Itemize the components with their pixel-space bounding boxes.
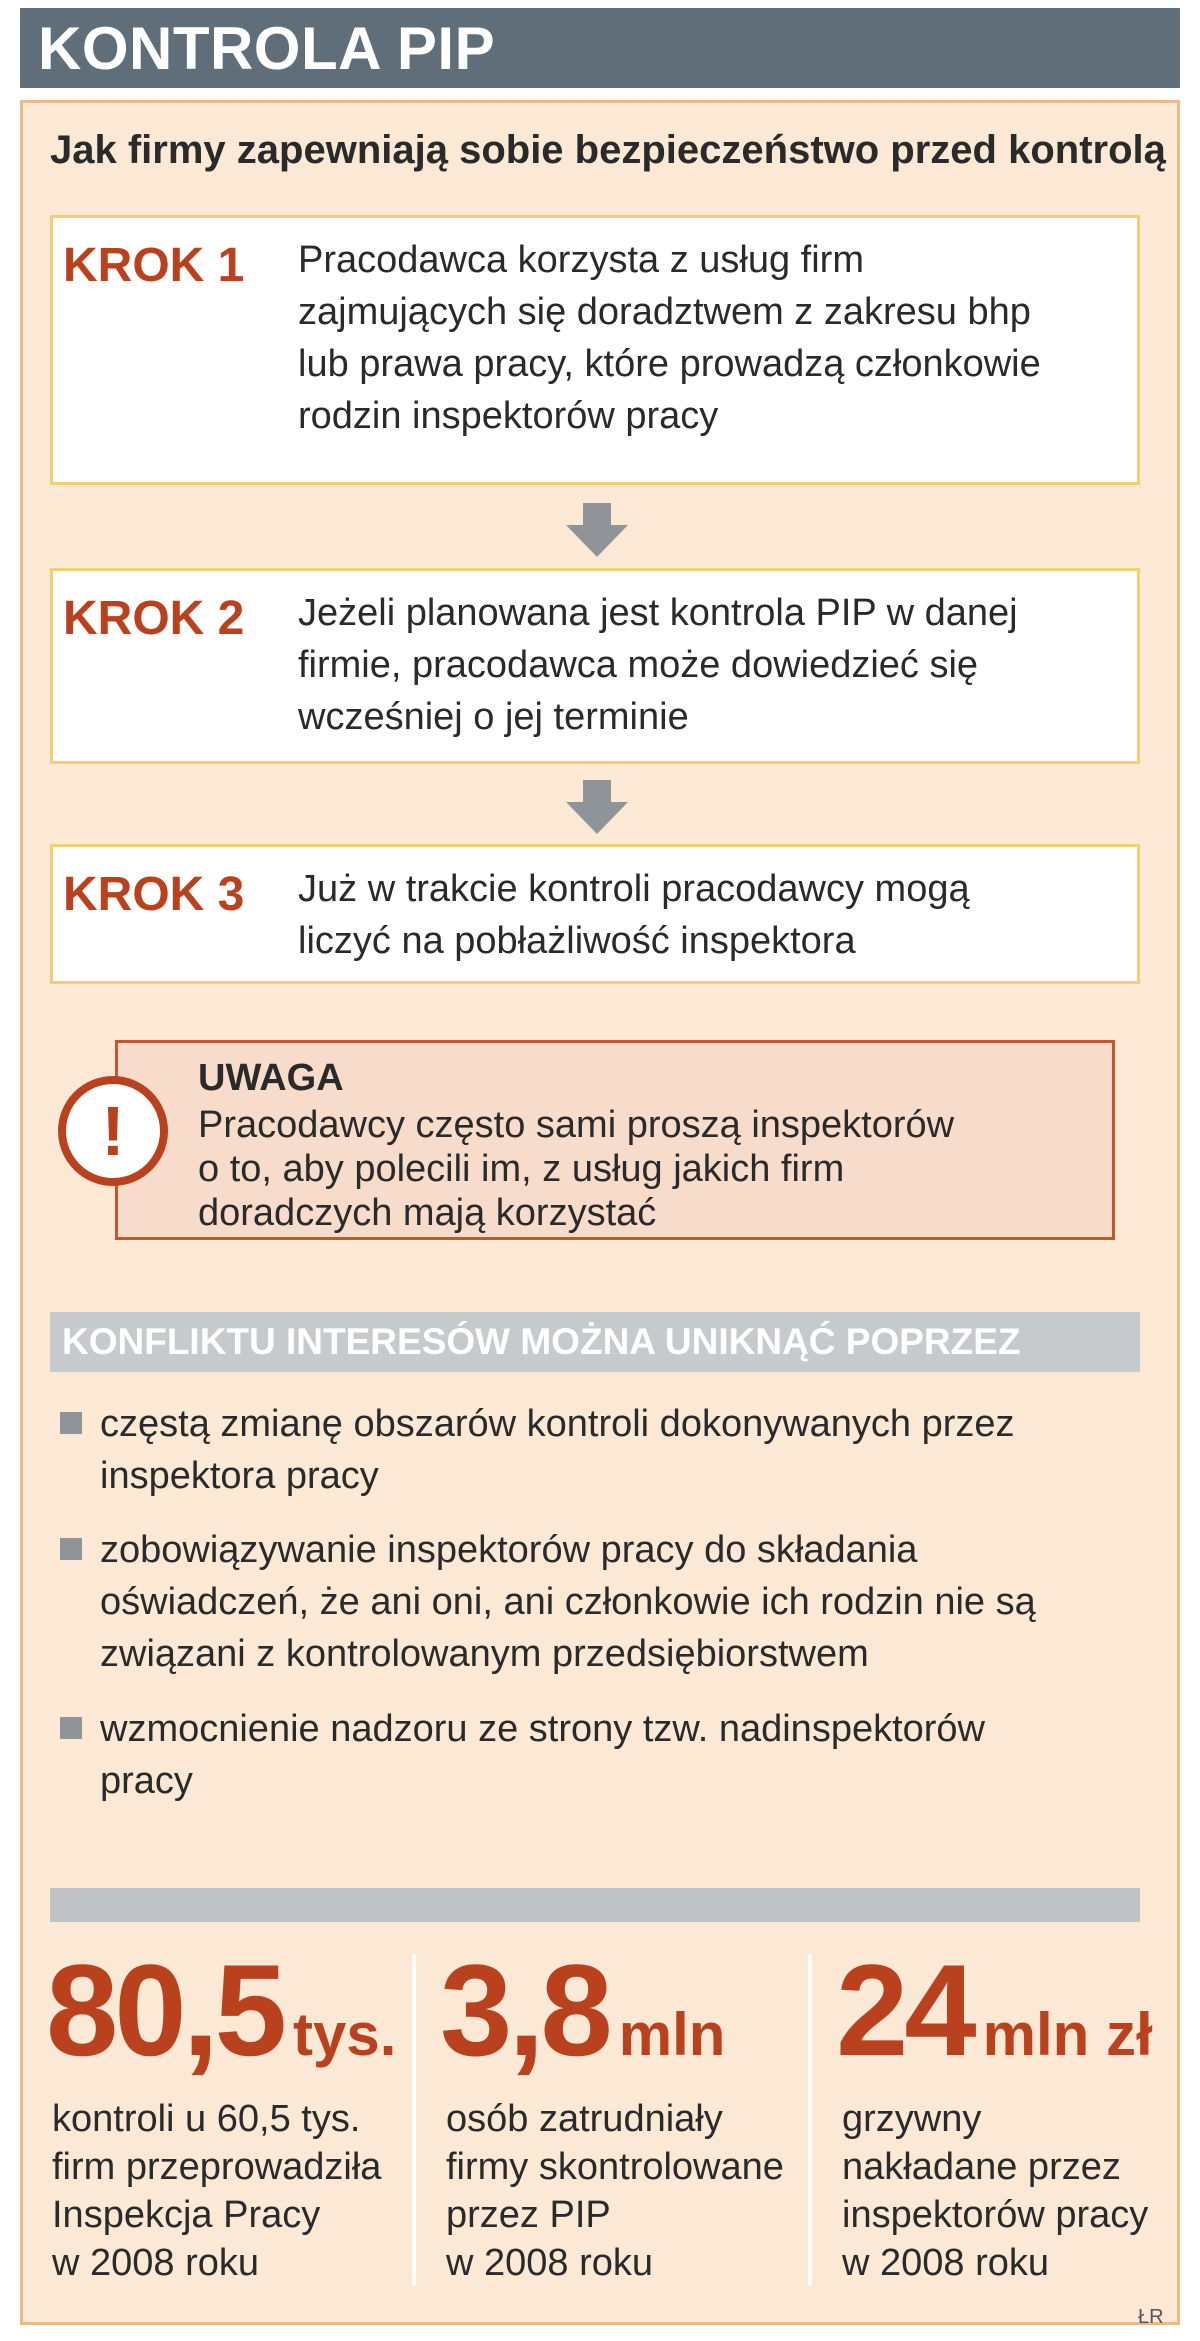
list-item-text — [100, 1703, 1130, 1807]
conflict-header — [50, 1312, 1140, 1372]
stat-line: inspektorów pracy — [842, 2194, 1149, 2236]
step-1-box — [50, 215, 1140, 485]
stat-line: firmy skontrolowane — [446, 2146, 784, 2188]
stat-block-3 — [836, 1935, 1153, 2284]
stat-separator — [808, 1955, 812, 2285]
step-2-line: wcześniej o jej terminie — [298, 696, 689, 738]
stat-line: w 2008 roku — [446, 2242, 654, 2284]
stat-unit: mln — [618, 2001, 726, 2068]
step-1-label: KROK 1 — [63, 239, 245, 292]
stat-description — [52, 2095, 381, 2287]
page-title: KONTROLA PIP — [38, 14, 496, 82]
stat-line: firm przeprowadziła — [52, 2146, 382, 2188]
step-3-box — [50, 844, 1140, 984]
stat-description — [842, 2095, 1148, 2287]
step-1-line: Pracodawca korzysta z usług firm — [298, 239, 864, 281]
warning-text — [198, 1103, 1078, 1235]
stat-line: Inspekcja Pracy — [52, 2194, 321, 2236]
step-2-line: firmie, pracodawca może dowiedzieć się — [298, 644, 979, 686]
arrow-down-icon — [566, 780, 628, 834]
stat-description — [446, 2095, 784, 2287]
step-1-line: rodzin inspektorów pracy — [298, 395, 719, 437]
step-2-text — [298, 587, 1118, 743]
stat-line: w 2008 roku — [52, 2242, 260, 2284]
stat-block-2 — [440, 1935, 784, 2284]
stat-number: 3,8 — [440, 1937, 609, 2083]
stat-line: kontroli u 60,5 tys. — [52, 2098, 361, 2140]
stat-number: 24 — [836, 1937, 973, 2083]
conflict-title: KONFLIKTU INTERESÓW MOŻNA UNIKNĄĆ POPRZEZ — [62, 1321, 1021, 1362]
credit-initials: ŁR — [1138, 2306, 1164, 2328]
list-item-line: wzmocnienie nadzoru ze strony tzw. nadinspektorów — [100, 1708, 986, 1750]
list-item-line: pracy — [100, 1760, 193, 1802]
stat-block-1 — [46, 1935, 397, 2284]
step-3-label: KROK 3 — [63, 868, 245, 921]
step-2-box — [50, 568, 1140, 764]
stat-number: 80,5 — [46, 1937, 284, 2083]
stat-line: nakładane przez — [842, 2146, 1121, 2188]
stat-line: w 2008 roku — [842, 2242, 1050, 2284]
step-3-text — [298, 863, 1118, 967]
stat-figure — [440, 1935, 725, 2085]
step-3-line: Już w trakcie kontroli pracodawcy mogą — [298, 868, 970, 910]
warning-title: UWAGA — [198, 1057, 344, 1099]
step-3-line: liczyć na pobłażliwość inspektora — [298, 920, 856, 962]
list-item-line: częstą zmianę obszarów kontroli dokonywanych przez — [100, 1403, 1015, 1445]
stat-unit: mln zł — [982, 2001, 1153, 2068]
stat-separator — [412, 1955, 416, 2285]
stat-unit: tys. — [293, 2001, 397, 2068]
section-divider — [50, 1888, 1140, 1922]
stat-line: przez PIP — [446, 2194, 611, 2236]
exclamation-circle-icon — [58, 1076, 168, 1186]
list-item-line: oświadczeń, że ani oni, ani członkowie ich rodzin nie są — [100, 1581, 1036, 1623]
warning-line: doradczych mają korzystać — [198, 1192, 657, 1234]
warning-line: Pracodawcy często sami proszą inspektorów — [198, 1104, 955, 1146]
exclamation-mark-icon: ! — [101, 1092, 125, 1170]
warning-box — [115, 1040, 1115, 1240]
step-1-line: zajmujących się doradztwem z zakresu bhp — [298, 291, 1031, 333]
step-1-text — [298, 234, 1118, 442]
stat-figure — [46, 1935, 396, 2085]
list-item-line: związani z kontrolowanym przedsiębiorstwem — [100, 1633, 869, 1675]
list-item-line: inspektora pracy — [100, 1455, 379, 1497]
stat-line: osób zatrudniały — [446, 2098, 723, 2140]
list-item-line: zobowiązywanie inspektorów pracy do składania — [100, 1529, 918, 1571]
stat-figure — [836, 1935, 1153, 2085]
step-2-label: KROK 2 — [63, 592, 245, 645]
list-item-text — [100, 1398, 1130, 1502]
stat-line: grzywny — [842, 2098, 982, 2140]
header-bar — [20, 8, 1180, 88]
arrow-down-icon — [566, 503, 628, 557]
warning-line: o to, aby polecili im, z usług jakich firm — [198, 1148, 845, 1190]
list-item-text — [100, 1524, 1130, 1680]
step-2-line: Jeżeli planowana jest kontrola PIP w danej — [298, 592, 1018, 634]
bullet-square-icon — [60, 1412, 82, 1434]
bullet-square-icon — [60, 1538, 82, 1560]
bullet-square-icon — [60, 1717, 82, 1739]
subtitle: Jak firmy zapewniają sobie bezpieczeństwo przed kontrolą — [50, 128, 1166, 172]
step-1-line: lub prawa pracy, które prowadzą członkowie — [298, 343, 1041, 385]
